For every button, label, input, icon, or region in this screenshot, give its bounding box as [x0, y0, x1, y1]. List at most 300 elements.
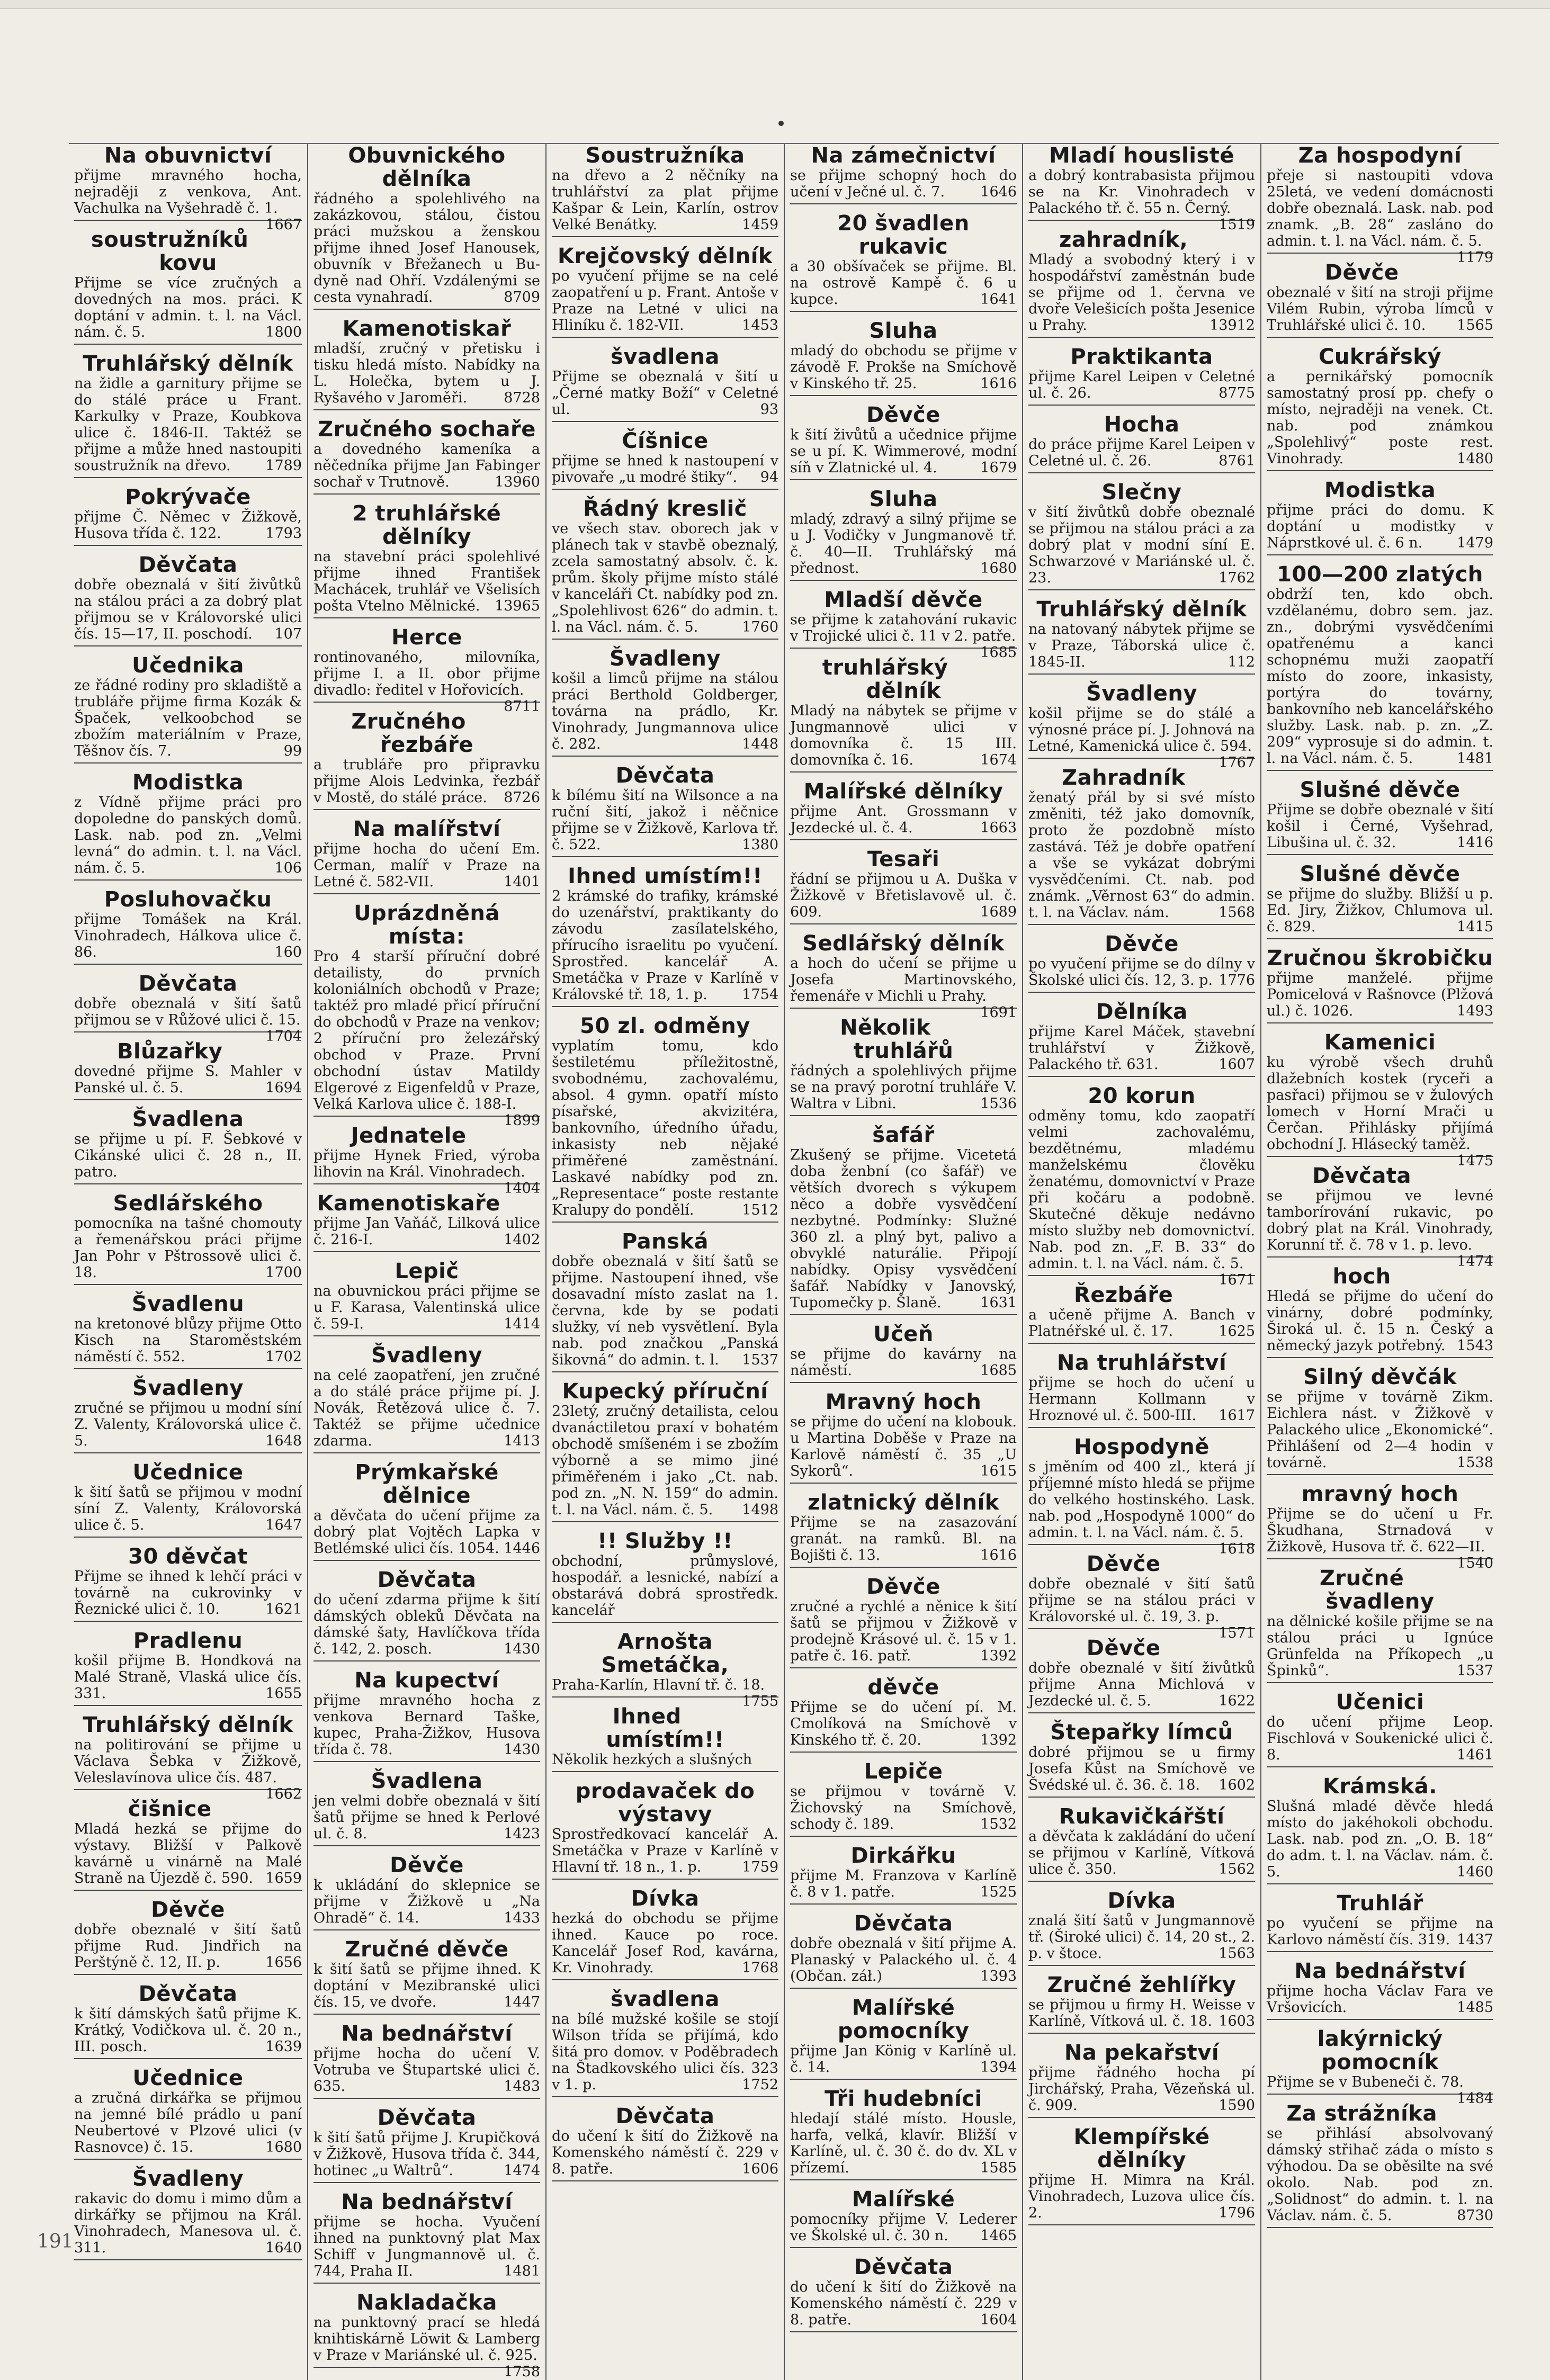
- classified-ad: [74, 1377, 302, 1453]
- classified-ad: [552, 1988, 778, 2097]
- ad-title: Švadlena: [132, 1107, 244, 1131]
- ad-code: 1752: [742, 2077, 778, 2093]
- classified-ad: [313, 1669, 540, 1762]
- ad-text: [313, 191, 540, 306]
- ad-code: 160: [274, 944, 302, 960]
- ad-text: [1267, 1054, 1493, 1169]
- classified-ad: [1028, 932, 1255, 993]
- classified-ad: [1267, 1482, 1493, 1571]
- ad-text: [74, 1484, 302, 1533]
- ad-text: [790, 167, 1017, 200]
- ad-text: [790, 427, 1017, 476]
- ad-body: Hledá se přijme do učení do vinárny, dobré podmínky, Široká ul. č. 15 n. Český a německý jazyk potřebný.: [1267, 1288, 1493, 1354]
- column-4: [784, 144, 1022, 2380]
- ad-text: [313, 1283, 540, 1332]
- ad-divider: [313, 617, 540, 618]
- ad-body: dobře obeznalá v šití přijme A. Planaský v Palackého ul. č. 4 (Občan. záł.): [790, 1935, 1017, 1984]
- ad-text: [790, 2279, 1017, 2328]
- ad-body: řádní se přijmou u A. Duška v Žižkově v Břetislavově ul. č. 609.: [790, 871, 1017, 920]
- classified-ad: [552, 1014, 778, 1223]
- ad-title: Děvčata: [1312, 1164, 1411, 1188]
- ad-title: truhlářský dělník: [822, 655, 948, 703]
- ad-title: Řádný kreslič: [583, 497, 747, 521]
- ad-divider: [1267, 2227, 1493, 2228]
- ad-body: přeje si nastoupiti vdova 25letá, ve vedení domácnosti dobře obeznalá. Lask. nab. pod znamk. „B. 28“ zasláno do admin. t. l. na Václ. nám. č. 5.: [1267, 167, 1493, 249]
- ad-title: Hocha: [1104, 412, 1180, 437]
- ad-divider: [1028, 405, 1255, 406]
- column-3: [545, 144, 784, 2380]
- ad-title: lakýrnický pomocník: [1317, 2027, 1443, 2074]
- classified-ad: [74, 654, 302, 764]
- classified-ad: [1028, 1000, 1255, 1077]
- ad-body: pomocníka na tašné chomouty a řemenářskou práci přijme Jan Pohr v Pštrossově ulici č. 18.: [74, 1215, 302, 1281]
- ad-title: Děvče: [1086, 1636, 1161, 1660]
- ad-title: Děvče: [1105, 932, 1179, 956]
- classified-ad: [790, 1676, 1017, 1753]
- ad-divider: [74, 1621, 302, 1622]
- classified-ad: [1028, 1351, 1255, 1428]
- ad-text: [1267, 1506, 1493, 1571]
- top-edge: [0, 0, 1550, 9]
- classified-ad: [1267, 2102, 1493, 2228]
- ad-divider: [313, 2014, 540, 2015]
- ad-code: 107: [274, 626, 302, 642]
- ad-title: soustružníků kovu: [91, 228, 249, 275]
- classified-ad: [790, 488, 1017, 581]
- ad-divider: [790, 479, 1017, 480]
- classified-ad: [1028, 1283, 1255, 1344]
- ad-title: Slušné děvče: [1300, 862, 1461, 886]
- classified-ad: [74, 553, 302, 646]
- ad-divider: [74, 1099, 302, 1100]
- ad-code: 1453: [742, 317, 778, 334]
- ad-code: 1392: [980, 1732, 1017, 1748]
- ad-title: Na kupectví: [354, 1668, 499, 1693]
- ad-text: [1028, 1997, 1255, 2029]
- ad-text: [790, 1063, 1017, 1112]
- ad-body: k šití šatů se přijmou v modní síní Z. Valenty, Královorská ulice č. 5.: [74, 1484, 302, 1533]
- ad-divider: [552, 1371, 778, 1372]
- ad-text: [74, 1821, 302, 1887]
- ad-text: [790, 803, 1017, 836]
- classified-ad: [313, 1854, 540, 1930]
- classified-ad: [313, 1124, 540, 1197]
- ad-body: hezká do obchodu se přijme ihned. Kauce po roce. Kancelář Josef Rod, kavárna, Kr. Vinohrady.: [552, 1910, 778, 1976]
- ad-body: přijme se hocha. Vyučení ihned na punktovný plat Max Schiff v Jungmannově ul. č. 744, Praha II.: [313, 2214, 540, 2279]
- ad-divider: [313, 2182, 540, 2183]
- ad-code: 1474: [1457, 1253, 1493, 1270]
- ad-text: [790, 258, 1017, 308]
- footer-mark: 191: [37, 2231, 74, 2252]
- ad-text: [552, 2128, 778, 2177]
- ad-text: [1028, 956, 1255, 989]
- ad-divider: [790, 1752, 1017, 1753]
- ad-divider: [790, 1483, 1017, 1484]
- ad-text: [313, 441, 540, 490]
- ad-text: [1028, 1459, 1255, 1557]
- ad-title: Švadleny: [132, 1376, 244, 1400]
- ad-code: 1607: [1219, 1056, 1255, 1073]
- classified-ad: [313, 1192, 540, 1252]
- ad-title: 100—200 zlatých: [1277, 562, 1483, 587]
- ad-code: 1493: [1457, 1003, 1493, 1019]
- ad-title: Děvčata: [138, 553, 238, 577]
- ad-title: Truhlářský dělník: [83, 1713, 293, 1737]
- ad-title: Děvče: [1324, 261, 1399, 285]
- ad-body: přijme práci do domu. K doptání u modistky v Náprstkové ul. č. 6 n.: [1267, 502, 1493, 551]
- ad-divider: [1028, 2033, 1255, 2034]
- ad-text: [74, 2090, 302, 2156]
- ad-code: 1662: [265, 1786, 302, 1802]
- classified-ad: [1028, 413, 1255, 473]
- classified-ad: [552, 1780, 778, 1880]
- classified-ad: [790, 1996, 1017, 2080]
- ad-code: 1519: [1219, 217, 1255, 233]
- ad-text: [313, 1367, 540, 1449]
- ad-title: Děvče: [390, 1853, 464, 1878]
- ad-code: 1639: [265, 2038, 302, 2055]
- ad-divider: [74, 1284, 302, 1285]
- classified-ad: [74, 1040, 302, 1100]
- ad-code: 1433: [504, 1910, 540, 1926]
- ad-body: zručné a rychlé a něnice k šití šatů se přijmou v Žižkově v prodejně Krásové ul. č. 15 v 1. patře č. 16. patř.: [790, 1598, 1017, 1664]
- ad-text: [790, 511, 1017, 577]
- classified-ad: [1028, 345, 1255, 406]
- ad-text: [1028, 167, 1255, 233]
- ad-divider: [790, 1903, 1017, 1905]
- ad-body: Přijme se v Bubeneči č. 78.: [1267, 2074, 1464, 2090]
- ad-text: [313, 841, 540, 890]
- ad-title: Švadleny: [610, 646, 721, 671]
- ad-title: Tesaři: [867, 847, 940, 872]
- ad-text: [552, 1752, 778, 1768]
- ad-code: 1568: [1219, 904, 1255, 921]
- ad-code: 1604: [980, 2312, 1017, 2328]
- classified-ad: [790, 2087, 1017, 2180]
- ad-body: a trubláře pro připravku přijme Alois Ledvinka, řezbář v Mostě, do stálé práce.: [313, 757, 540, 806]
- ad-text: [313, 948, 540, 1129]
- ad-divider: [790, 395, 1017, 396]
- ad-body: Několik hezkých a slušných: [552, 1752, 752, 1768]
- ad-body: se přijmou v továrně V. Žichovský na Smíchově, schody č. 189.: [790, 1783, 1017, 1833]
- ad-text: [74, 1737, 302, 1802]
- ad-code: 1700: [265, 1264, 302, 1281]
- ad-text: [313, 1592, 540, 1657]
- classified-ad: [74, 2167, 302, 2260]
- classified-ad: [790, 1390, 1017, 1484]
- ad-body: Přijme se na zasazování granát. na ramků. Bl. na Bojišti č. 13.: [790, 1514, 1017, 1564]
- ad-text: [313, 1507, 540, 1557]
- ad-text: [74, 1400, 302, 1449]
- ad-code: 1460: [1457, 1864, 1493, 1880]
- ad-title: Cukrářský: [1319, 345, 1441, 369]
- ad-divider: [313, 1660, 540, 1661]
- ad-body: znalá šití šatů v Jungmannově tř. (Široké ulici) č. 14, 20 st., 2. p. v štoce.: [1028, 1912, 1255, 1962]
- ad-title: švadlena: [611, 345, 720, 369]
- ad-divider: [790, 1382, 1017, 1383]
- ad-text: [1267, 1915, 1493, 1948]
- ad-code: 1694: [265, 1080, 302, 1096]
- ad-body: přijme hocha Václav Fara ve Vršovicích.: [1267, 1983, 1493, 2016]
- ad-divider: [552, 236, 778, 237]
- ad-text: [1267, 1389, 1493, 1471]
- classified-ad: [790, 144, 1017, 204]
- ad-body: Zkušený se přijme. Vicetetá doba ženbní (co šafář) ve větších dvorech s výkupem něco a dobře vysvědčení nezbytné. Podmínky: Služné 360 zl. a plný byt, palivo a obvyklé naturálie. Připojí nabídky. Opisy vysvědčení šafář. Nabídky v Janovský, Tupomečky p. Šlaně.: [790, 1147, 1017, 1311]
- ad-body: košil přijme B. Hondková na Malé Straně, Vlaská ulice čís. 331.: [74, 1652, 302, 1702]
- ad-title: Zahradník: [1062, 766, 1186, 790]
- classified-ad: [313, 2291, 540, 2380]
- ad-divider: [552, 1006, 778, 1007]
- ad-title: Slušné děvče: [1300, 778, 1461, 802]
- ad-body: pomocníky přijme V. Lederer ve Školské ul. č. 30 n.: [790, 2211, 1017, 2244]
- ad-title: 20 korun: [1088, 1084, 1196, 1108]
- ad-code: 1656: [265, 1954, 302, 1971]
- ad-divider: [790, 203, 1017, 204]
- ad-divider: [1267, 470, 1493, 471]
- ad-text: [74, 1652, 302, 1702]
- ad-text: [313, 1961, 540, 2010]
- ad-title: Děvčata: [377, 1568, 477, 1592]
- ad-code: 1616: [980, 1547, 1017, 1564]
- ad-title: Děvče: [866, 1575, 940, 1599]
- ad-code: 1498: [742, 1502, 778, 1518]
- classified-ad: [313, 2022, 540, 2099]
- classified-ad: [74, 1545, 302, 1622]
- ad-title: Mladí houslisté: [1049, 143, 1234, 168]
- ad-title: Kamenici: [1324, 1030, 1436, 1055]
- ad-body: ženatý přál by si své místo změniti, též jako domovník, proto že pozdobně místo zastává. Též je dobře opatření a vše se vykázat dobrými vysvědčeními. Ct. nab. pod známk. „Věrnost 63“ do admin. t. l. na Václav. nám.: [1028, 789, 1255, 921]
- ad-title: 30 děvčat: [128, 1544, 248, 1569]
- ad-title: Nakladačka: [356, 2291, 497, 2315]
- classified-ad: [1028, 1973, 1255, 2034]
- ad-code: 1481: [1457, 750, 1493, 767]
- ad-title: Hospodyně: [1074, 1435, 1209, 1459]
- ad-text: [313, 340, 540, 406]
- ad-body: po vyučení se přijme na Karlovo náměstí čís. 319.: [1267, 1915, 1493, 1948]
- ad-divider: [74, 344, 302, 345]
- ad-divider: [1267, 1951, 1493, 1952]
- classified-ad: [74, 888, 302, 965]
- ad-text: [552, 787, 778, 853]
- ad-body: mladý do obchodu se přijme v závodě F. Prokše na Smíchově v Kinského tř. 25.: [790, 343, 1017, 392]
- ad-body: a učeně přijme A. Banch v Platnéřské ul. č. 17.: [1028, 1307, 1255, 1340]
- ad-text: [790, 1414, 1017, 1479]
- ad-code: 1641: [980, 291, 1017, 308]
- ad-title: Arnošta Smetáčka,: [601, 1630, 729, 1677]
- column-2: [307, 144, 545, 2380]
- ad-divider: [552, 1979, 778, 1980]
- ad-body: odměny tomu, kdo zaopatří velmi zachovalému, bezdětnému, mladému manželskému člověku ženatému, domovnictví v Praze při kočáru a podobně. Skutečné děkuje nedávno místo služby neb domovnictví. Nab. pod zn. „F. B. 33“ do admin. t. l. na Václ. nám. č. 5.: [1028, 1108, 1255, 1272]
- ad-body: Přijme se do učení pí. M. Cmolíková na Smíchově v Kinského tř. č. 20.: [790, 1699, 1017, 1748]
- ad-code: 1479: [1457, 535, 1493, 551]
- ad-code: 1679: [980, 460, 1017, 476]
- ad-code: 1702: [265, 1349, 302, 1365]
- ad-code: 1483: [504, 2078, 540, 2095]
- ad-title: Zručné děvče: [345, 1937, 509, 1962]
- classified-ad: [313, 1568, 540, 1661]
- ad-code: 1758: [504, 2364, 540, 2380]
- classified-ad: [1028, 228, 1255, 338]
- ad-text: [1267, 886, 1493, 935]
- classified-ad: [74, 1898, 302, 1975]
- ad-code: 99: [283, 743, 302, 759]
- ad-title: Truhlářský dělník: [1036, 597, 1247, 622]
- classified-ad: [313, 818, 540, 894]
- ad-body: rontinovaného, milovníka, přijme I. a II. obor přijme divadlo: ředitel v Hořovicích.: [313, 649, 540, 698]
- ad-text: [1028, 2172, 1255, 2221]
- ad-text: [74, 1921, 302, 1971]
- ad-code: 1622: [1219, 1693, 1255, 1709]
- ad-code: 1480: [1457, 451, 1493, 467]
- ad-divider: [313, 1761, 540, 1762]
- classified-ad: [790, 403, 1017, 480]
- ad-divider: [552, 1222, 778, 1223]
- ad-title: Učenici: [1336, 1690, 1424, 1714]
- ad-text: [790, 1699, 1017, 1748]
- ad-title: Děvče: [1086, 1552, 1161, 1576]
- classified-ad: [313, 625, 540, 715]
- ad-text: [1028, 1828, 1255, 1878]
- ad-code: 1448: [742, 736, 778, 752]
- ad-code: 1689: [980, 904, 1017, 920]
- ad-divider: [1267, 337, 1493, 338]
- ad-title: Děvčata: [377, 2106, 477, 2130]
- ad-text: [1028, 1307, 1255, 1340]
- ad-title: 50 zl. odměny: [580, 1014, 750, 1038]
- classified-ad: [552, 1630, 778, 1710]
- ad-code: 1512: [742, 1202, 778, 1218]
- ad-body: dobré přijmou se u firmy Josefa Kůst na Smíchově ve Švédské ul. č. 36. č. 18.: [1028, 1744, 1255, 1793]
- ad-title: Klempířské dělníky: [1073, 2125, 1210, 2172]
- ad-title: Na bednářství: [1294, 1959, 1466, 1983]
- ad-text: [1028, 705, 1255, 771]
- classified-ad: [790, 1575, 1017, 1668]
- ad-body: řádného a spolehlivého na zakázkovou, stálou, čistou práci mužskou a ženskou přijme ihned Josef Hanousek, obuvník v Břežanech u Bu-dyně nad Ohří. Vzdálenými se cesta vynahradí.: [313, 191, 540, 306]
- ad-code: 1475: [1457, 1153, 1493, 1169]
- ad-code: 1602: [1219, 1777, 1255, 1793]
- ad-code: 1667: [265, 217, 302, 233]
- ad-body: na kretonové blůzy přijme Otto Kisch na Staroměstském náměstí č. 552.: [74, 1316, 302, 1365]
- ad-text: [1028, 1912, 1255, 1962]
- ad-code: 1537: [742, 1352, 778, 1368]
- ad-divider: [1028, 1076, 1255, 1077]
- ad-body: mladý, zdravý a silný přijme se u J. Vodičky v Jungmanově tř. č. 40—II. Truhlářský má přednost.: [790, 511, 1017, 577]
- ad-divider: [1028, 472, 1255, 473]
- classified-ad: [790, 588, 1017, 661]
- ad-text: [74, 509, 302, 542]
- ad-body: na natovaný nábytek přijme se v Praze, Táborská ulice č. 1845-II.: [1028, 621, 1255, 670]
- ad-title: Modistka: [1324, 478, 1436, 502]
- ad-title: Na pekařství: [1064, 2041, 1220, 2065]
- ad-title: Rukavičkářští: [1059, 1804, 1225, 1829]
- ad-text: [313, 2214, 540, 2279]
- ad-code: 8711: [504, 698, 540, 715]
- ad-body: Mladý a svobodný který i v hospodářství zaměstnán bude se přijme od 1. června ve dvoře Velešicích pošta Jesenice u Prahy.: [1028, 252, 1255, 334]
- classified-ad: [1028, 1084, 1255, 1288]
- ad-text: [1267, 1288, 1493, 1354]
- ad-divider: [313, 1929, 540, 1930]
- ad-title: Kamenotiskař: [342, 317, 512, 341]
- classified-ad: [552, 497, 778, 640]
- ad-text: [1267, 1983, 1493, 2016]
- ad-code: 1680: [265, 2139, 302, 2156]
- ad-body: se přijme do služby. Bližší u p. Ed. Jiry, Žižkov, Chlumova ul. č. 829.: [1267, 886, 1493, 935]
- ad-divider: [74, 964, 302, 965]
- classified-ad: [1267, 1265, 1493, 1358]
- ad-body: přijme Jan Vaňáč, Lilková ulice č. 216-I.: [313, 1215, 540, 1248]
- classified-ad: [552, 865, 778, 1007]
- ad-code: 1618: [1219, 1541, 1255, 1557]
- classified-ad: [1267, 1366, 1493, 1475]
- ad-body: se přijmou u firmy H. Weisse v Karlíně, Vítková ul. č. 18.: [1028, 1997, 1255, 2029]
- classified-ad: [552, 1380, 778, 1522]
- classified-ad: [1028, 1805, 1255, 1882]
- classified-ad: [1267, 947, 1493, 1023]
- ad-body: na dřevo a 2 něčníky na truhlářství za plat přijme Kašpar & Lein, Karlín, ostrov Velké Benátky.: [552, 167, 778, 233]
- ad-divider: [552, 856, 778, 857]
- ad-text: [552, 2011, 778, 2093]
- classified-ad: [1267, 261, 1493, 338]
- ad-body: obeznalé v šití na stroji přijme Vilém Rubin, výroba límců v Truhlářské ulici č. 10.: [1267, 284, 1493, 334]
- classified-ad: [790, 656, 1017, 773]
- ad-title: Švadlenu: [131, 1292, 245, 1316]
- ad-text: [1267, 369, 1493, 467]
- ad-body: k ukládání do sklepnice se přijme v Žižkově u „Na Ohradě“ č. 14.: [313, 1877, 540, 1926]
- ad-title: mravný hoch: [1301, 1482, 1459, 1506]
- ad-code: 1413: [504, 1433, 540, 1449]
- ad-divider: [790, 2079, 1017, 2080]
- classified-ad: [552, 144, 778, 237]
- ad-text: [74, 677, 302, 759]
- classified-ad: [552, 1705, 778, 1772]
- ad-divider: [74, 477, 302, 478]
- ad-title: Sluha: [869, 319, 938, 343]
- classified-ad: [1028, 1552, 1255, 1641]
- ad-text: [1028, 789, 1255, 921]
- classified-ad: [1267, 778, 1493, 855]
- ad-title: Švadlena: [371, 1769, 483, 1793]
- ad-divider: [1028, 924, 1255, 925]
- ad-title: Švadleny: [132, 2167, 244, 2191]
- ad-code: 1755: [742, 1693, 778, 1710]
- ad-code: 1485: [1457, 1999, 1493, 2016]
- ad-title: Na zámečnictví: [811, 143, 996, 168]
- ad-text: [1028, 1023, 1255, 1073]
- ad-divider: [1267, 1883, 1493, 1884]
- ad-code: 1648: [265, 1433, 302, 1449]
- ad-text: [1028, 621, 1255, 670]
- ad-title: Dívka: [631, 1887, 700, 1911]
- ad-body: přijme hocha do učení Em. Cerman, malíř v Praze na Letné č. 582-VII.: [313, 841, 540, 890]
- classified-ad: [74, 486, 302, 546]
- ad-divider: [552, 337, 778, 338]
- ad-body: ku výrobě všech druhů dlažebních kostek (ryceři a pasřaci) přijmou se v žulových lomech v Horní Mrači u Čerčan. Přihlásky přijímá obchodní J. Hlásecký taměž.: [1267, 1054, 1493, 1153]
- ad-title: zahradník,: [1059, 228, 1188, 252]
- classified-ad: [790, 780, 1017, 840]
- ad-body: se přihlásí absolvovaný dámský střihač záda o místo s výhodou. Da se oběsilte na své okolo. Nab. pod zn. „Solidnost“ do admin. t. l. na Václav. nám. č. 5.: [1267, 2125, 1493, 2224]
- ad-body: přijme Jan König v Karlíně ul. č. 14.: [790, 2043, 1017, 2076]
- ad-text: [74, 2006, 302, 2055]
- ad-divider: [313, 309, 540, 310]
- classified-ad: [1028, 1637, 1255, 1713]
- ad-body: 2 krámské do trafiky, krámské do uzenářství, praktikanty do závodu zasílatelského, přírucího israelitu po vyučení. Sprostřed. kancelář A. Smetáčka v Praze v Karlíně v Královské tř. 18, 1. p.: [552, 888, 778, 1003]
- ad-text: [790, 1346, 1017, 1379]
- ad-body: přijme mravného hocha, nejraději z venkova, Ant. Vachulka na Vyšehradě č. 1.: [74, 167, 302, 217]
- ad-code: 1762: [1219, 570, 1255, 586]
- ad-code: 112: [1228, 654, 1255, 670]
- ad-code: 8775: [1219, 385, 1255, 401]
- classified-ad: [1267, 143, 1493, 266]
